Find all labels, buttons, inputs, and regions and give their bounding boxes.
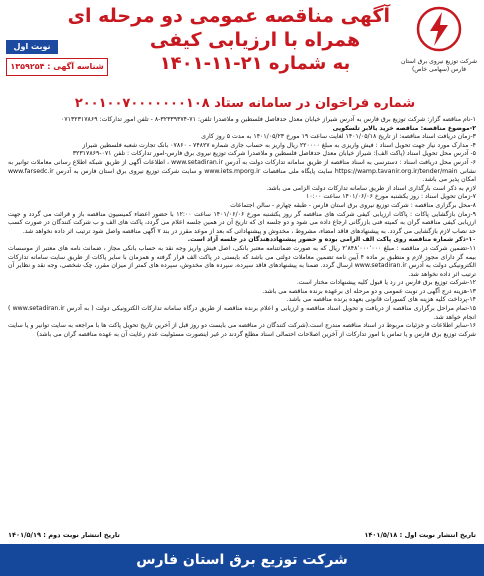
item-10 [8,236,476,245]
first-publication-date: تاریخ انتشار نوبت اول : ۱۴۰۱/۵/۱۸ [364,531,476,539]
item-2-text: ۲-موضوع مناقصه: مناقصه خرید بالابر تلسکوپی [332,124,476,132]
item-8: ۸-محل برگزاری مناقصه : شرکت توزیع نیروی برق استان فارس - طبقه چهارم - سالن اجتماعات [230,201,476,209]
item-6-note: لازم به ذکر است بارگذاری اسناد از طریق سامانه تدارکات دولت الزامی می باشد. [266,184,476,192]
logo-company-name: شرکت توزیع نیروی برق استان فارس (سهامی خاص) [400,58,477,73]
item-9: ۹-زمان بازگشایی پاکات : پاکات ارزیابی کیفی شرکت های مناقصه گر روز یکشنبه مورخ ۱۴۰۱/۰۶/۰۶ ساعت ۱۲:۰۰ با حضور اعضاء کمیسیون مناقصه باز و قرائت می گردد و جهت ارزیابی کیفی مناقصه گران به کمیته فنی بازرگانی ارجاع داده می شود و دو جلسه ای که تاریخ آن در همین جلسه اعلام می گردد، پاکت های الف و ب شرکت کنندگان در صورت کسب حد نصاب لازم بازگشایی می گردد. به پیشنهادهای فاقد امضاء، مشروط ، مخدوش و پیشنهاداتی که بعد از موعد مقرر در بند ۷ آگهی مناقصه واصل شود ترتیب اثر داده نخواهد شد. [8,210,476,235]
item-16: ۱۶-سایر اطلاعات و جزئیات مربوط در اسناد مناقصه مندرج است.(شرکت کنندگان در مناقصه می بایست دو روز قبل از آخرین تاریخ تحویل پاکت ها با مراجعه به سایت توانیر و یا سایت شرکت توزیع برق فارس و یا تماس با امور تدارکات از آخرین اصلاحات احتمالی اسناد مطلع گردند در غیر اینصورت مسئولیت عدم رعایت آن به عهده مناقصه گران می باشد) [8,322,476,338]
item-14: ۱۴-پرداخت کلیه هزینه های کسورات قانونی بعهده برنده مناقصه می باشد. [286,296,476,304]
item-4: ۴- مدارک مورد نیاز جهت تحویل اسناد : فیش واریزی به مبلغ ۲۲۰۰۰۰ ریال واریز به حساب جاری شماره ۷۴۸۲۷ - ۰۷۸۶۰ بانک تجارت شعبه فلسطین شیراز [82,141,476,149]
publication-dates [8,531,476,543]
call-number-title: شماره فراخوان در سامانه ستاد ۲۰۰۱۰۰۷۰۰۰۰۰۰۰۱۰۸ [74,96,416,111]
title-line-2: همراه با ارزیابی کیفی [149,29,361,51]
company-logo [398,6,480,86]
turn-label: نوبت اول [6,40,58,54]
item-12: ۱۲-شرکت توزیع برق فارس در رد یا قبول کلیه پیشنهادات مختار است. [296,279,476,287]
title-line-3: به شماره ۲۱-۱۱-۱۴۰۱ [159,53,351,74]
item-6: ۶- آدرس محل دریافت اسناد : دسترسی به اسناد مناقصه از طریق سامانه تدارکات دولت به آدرس www.setadiran.ir ، اطلاعات آگهی از طریق شبکه اطلاع رسانی معاملات توانیر به نشانی https://wamp.tavanir.org.ir/tender/main سایت پایگاه ملی مناقصات www.iets.mporg.ir و سایت شرکت توزیع نیروی برق استان فارس به آدرس www.farsedc.ir امکان پذیر می باشد. [8,158,476,184]
item-5: ۵- آدرس محل تحویل اسناد (پاکت الف): شیراز خیابان معدل حدفاصل فلسطین و ملاصدرا شرکت توزیع نیروی برق فارس-امور تدارکات : تلفن ۰۷۱-۳۲۳۱۷۸۶۹ [72,150,476,158]
footer-company-name: شرکت توزیع برق استان فارس [136,552,348,568]
notice-body [8,116,476,339]
lightning-logo-icon [416,6,462,52]
item-11: ۱۱-تضمین شرکت در مناقصه : مبلغ ۲٬۸۴۸٬۰۰۰٬۰۰۰ ریال که به صورت ضمانتنامه معتبر بانکی، اصل فیش واریز وجه نقد به حساب بانکی مجاز ، ضمانت نامه های معتبر از موسسات بیمه گر دارای مجوز لازم و منطبق بر ماده ۴ آیین نامه تضمین معاملات دولتی می باشد که بایستی در پاکت الف قرار گرفته و همزمان با سایر پاکات از طریق سایت سامانه تدارکات الکترونیکی دولت به آدرس www.setadiran.ir ارسال گردد. ضمنا به پیشنهادهای فاقد سپرده، سپرده های مخدوش، سپرده های کمتر از میزان مقرر، چک شخصی، وجه نقد و نظایر آن ترتیب اثر داده نخواهد شد. [8,244,476,278]
item-7: ۷-زمان تحویل اسناد : روز یکشنبه مورخ ۱۴۰۱/۰۶/۰۶ ساعت ۱۰:۰۰ [306,193,476,201]
notice-header [0,0,484,92]
notice-id-badge: شناسه آگهی : ۱۳۵۹۲۵۴ [6,58,108,76]
second-publication-date: تاریخ انتشار نوبت دوم : ۱۴۰۱/۵/۱۹ [8,531,120,539]
item-3: ۳-زمان دریافت اسناد مناقصه: از تاریخ ۱۴۰۱/۰۵/۱۸ لغایت ساعت ۱۹ مورخ ۱۴۰۱/۰۵/۲۳ به مدت ۵ روز کاری [201,133,476,141]
item-15: ۱۵-تمام مراحل برگزاری مناقصه از دریافت و تحویل اسناد مناقصه و ارزیابی و اعلام برنده مناقصه از طریق درگاه سامانه تدارکات الکترونیکی دولت ( به آدرس www.setadiran.ir ) انجام خواهد شد. [8,305,476,321]
item-10-text: ۱۰-ذکر شماره مناقصه روی پاکت الف الزامی بوده و حضور پیشنهاددهندگان در جلسه آزاد است. [187,236,476,244]
item-2 [8,125,476,134]
item-13: ۱۳-هزینه درج آگهی در نوبت عمومی و دو مرحله ای برعهده برنده مناقصه می باشد. [262,287,476,295]
item-1: ۱-نام مناقصه گزار: شرکت توزیع برق فارس به آدرس شیراز خیابان معدل حدفاصل فلسطین و ملاصدرا تلفن: ۷۱-۳۲۳۳۹۳۷۴-۸ - تلفن امور تدارکات: ۰۷۱۳۲۳۱۷۸۶۹ [60,116,476,123]
title-line-1: آگهی مناقصه عمومی دو مرحله ای [67,5,390,27]
notice-title [67,4,390,76]
